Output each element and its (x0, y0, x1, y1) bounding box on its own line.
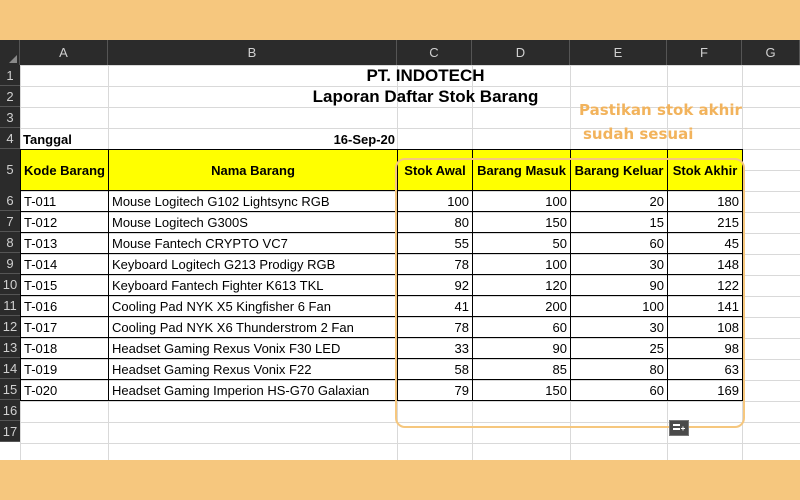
company-title[interactable]: PT. INDOTECH (366, 66, 485, 85)
header-barang-keluar[interactable]: Barang Keluar (570, 149, 668, 191)
header-stok-akhir[interactable]: Stok Akhir (667, 149, 743, 191)
item-stock-in[interactable]: 50 (472, 232, 571, 254)
item-stock-out[interactable]: 90 (570, 274, 668, 296)
item-stock-out[interactable]: 30 (570, 253, 668, 275)
item-stock-end[interactable]: 148 (667, 253, 743, 275)
header-kode-barang[interactable]: Kode Barang (20, 149, 109, 191)
item-code[interactable]: T-015 (20, 274, 109, 296)
select-all-triangle-icon (9, 55, 17, 63)
item-stock-in[interactable]: 60 (472, 316, 571, 338)
column-header-a[interactable]: A (20, 40, 108, 65)
item-stock-start[interactable]: 79 (397, 379, 473, 401)
item-name[interactable]: Cooling Pad NYK X6 Thunderstrom 2 Fan (108, 316, 398, 338)
item-stock-end[interactable]: 108 (667, 316, 743, 338)
grid-line-horizontal (20, 443, 800, 444)
item-stock-out[interactable]: 80 (570, 358, 668, 380)
row-header[interactable]: 14 (0, 358, 20, 379)
item-stock-end[interactable]: 122 (667, 274, 743, 296)
item-code[interactable]: T-013 (20, 232, 109, 254)
row-header[interactable]: 6 (0, 190, 20, 211)
item-name[interactable]: Keyboard Logitech G213 Prodigy RGB (108, 253, 398, 275)
quick-analysis-icon[interactable] (669, 420, 689, 436)
item-stock-out[interactable]: 15 (570, 211, 668, 233)
item-name[interactable]: Mouse Logitech G102 Lightsync RGB (108, 190, 398, 212)
item-code[interactable]: T-020 (20, 379, 109, 401)
item-name[interactable]: Headset Gaming Imperion HS-G70 Galaxian (108, 379, 398, 401)
column-header-c[interactable]: C (397, 40, 472, 65)
item-stock-in[interactable]: 120 (472, 274, 571, 296)
item-stock-in[interactable]: 150 (472, 211, 571, 233)
item-stock-in[interactable]: 100 (472, 190, 571, 212)
item-code[interactable]: T-018 (20, 337, 109, 359)
item-stock-in[interactable]: 90 (472, 337, 571, 359)
item-name[interactable]: Mouse Logitech G300S (108, 211, 398, 233)
row-header[interactable]: 11 (0, 295, 20, 316)
item-stock-end[interactable]: 180 (667, 190, 743, 212)
row-header[interactable]: 2 (0, 86, 20, 107)
item-stock-end[interactable]: 63 (667, 358, 743, 380)
item-stock-out[interactable]: 30 (570, 316, 668, 338)
item-name[interactable]: Mouse Fantech CRYPTO VC7 (108, 232, 398, 254)
row-header[interactable]: 15 (0, 379, 20, 400)
header-barang-masuk[interactable]: Barang Masuk (472, 149, 571, 191)
annotation-line-1: Pastikan stok akhir (579, 101, 742, 119)
header-stok-awal[interactable]: Stok Awal (397, 149, 473, 191)
item-name[interactable]: Cooling Pad NYK X5 Kingfisher 6 Fan (108, 295, 398, 317)
item-code[interactable]: T-012 (20, 211, 109, 233)
item-stock-in[interactable]: 150 (472, 379, 571, 401)
item-stock-in[interactable]: 200 (472, 295, 571, 317)
item-stock-start[interactable]: 33 (397, 337, 473, 359)
item-stock-end[interactable]: 141 (667, 295, 743, 317)
item-stock-in[interactable]: 85 (472, 358, 571, 380)
column-header-d[interactable]: D (472, 40, 570, 65)
item-code[interactable]: T-017 (20, 316, 109, 338)
item-stock-in[interactable]: 100 (472, 253, 571, 275)
row-header[interactable]: 4 (0, 128, 20, 149)
item-stock-out[interactable]: 60 (570, 379, 668, 401)
report-title[interactable]: Laporan Daftar Stok Barang (312, 87, 539, 106)
item-name[interactable]: Keyboard Fantech Fighter K613 TKL (108, 274, 398, 296)
row-header[interactable]: 13 (0, 337, 20, 358)
item-stock-start[interactable]: 58 (397, 358, 473, 380)
item-stock-end[interactable]: 45 (667, 232, 743, 254)
row-header[interactable]: 5 (0, 149, 20, 191)
column-header-f[interactable]: F (667, 40, 742, 65)
row-header[interactable]: 9 (0, 253, 20, 274)
annotation-line-2: sudah sesuai (583, 125, 694, 143)
item-stock-start[interactable]: 92 (397, 274, 473, 296)
column-header-g[interactable]: G (742, 40, 800, 65)
date-label[interactable]: Tanggal (23, 131, 72, 147)
date-value[interactable]: 16-Sep-20 (333, 131, 395, 147)
row-header[interactable]: 8 (0, 232, 20, 253)
item-stock-out[interactable]: 20 (570, 190, 668, 212)
spreadsheet (0, 40, 800, 460)
stock-highlight-box (395, 158, 745, 428)
item-stock-out[interactable]: 100 (570, 295, 668, 317)
item-code[interactable]: T-016 (20, 295, 109, 317)
item-stock-start[interactable]: 78 (397, 316, 473, 338)
item-stock-start[interactable]: 41 (397, 295, 473, 317)
item-stock-out[interactable]: 60 (570, 232, 668, 254)
item-stock-start[interactable]: 78 (397, 253, 473, 275)
row-header[interactable]: 12 (0, 316, 20, 337)
row-header[interactable]: 17 (0, 421, 20, 442)
item-code[interactable]: T-019 (20, 358, 109, 380)
row-header[interactable]: 3 (0, 107, 20, 128)
item-code[interactable]: T-011 (20, 190, 109, 212)
item-name[interactable]: Headset Gaming Rexus Vonix F30 LED (108, 337, 398, 359)
row-header[interactable]: 16 (0, 400, 20, 421)
item-code[interactable]: T-014 (20, 253, 109, 275)
item-stock-end[interactable]: 98 (667, 337, 743, 359)
item-stock-end[interactable]: 215 (667, 211, 743, 233)
header-nama-barang[interactable]: Nama Barang (108, 149, 398, 191)
item-stock-start[interactable]: 80 (397, 211, 473, 233)
item-stock-start[interactable]: 55 (397, 232, 473, 254)
row-header[interactable]: 7 (0, 211, 20, 232)
item-stock-out[interactable]: 25 (570, 337, 668, 359)
item-stock-end[interactable]: 169 (667, 379, 743, 401)
item-name[interactable]: Headset Gaming Rexus Vonix F22 (108, 358, 398, 380)
select-all-corner[interactable] (0, 40, 20, 65)
column-header-b[interactable]: B (108, 40, 397, 65)
column-header-e[interactable]: E (570, 40, 667, 65)
row-header[interactable]: 1 (0, 65, 20, 86)
row-header[interactable]: 10 (0, 274, 20, 295)
item-stock-start[interactable]: 100 (397, 190, 473, 212)
